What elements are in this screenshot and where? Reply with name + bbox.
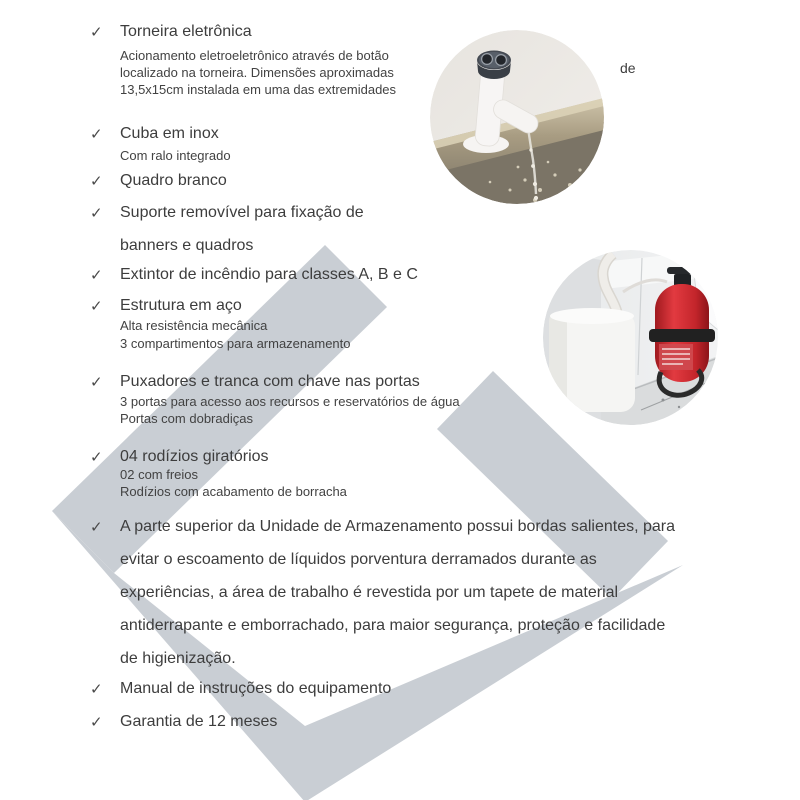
list-item-text: A parte superior da Unidade de Armazenamento possui bordas salientes, para	[120, 518, 676, 535]
list-item-continuation	[120, 583, 618, 603]
list-item	[90, 124, 219, 144]
list-item-detail	[120, 65, 394, 81]
list-item-detail	[120, 336, 351, 352]
check-icon: ✓	[90, 267, 103, 284]
list-item	[90, 712, 278, 732]
list-item-detail	[120, 394, 460, 410]
check-icon: ✓	[90, 714, 103, 731]
list-item-text: Alta resistência mecânica	[120, 318, 268, 333]
list-item	[90, 296, 242, 316]
list-item-continuation	[120, 649, 236, 669]
list-item-text: Torneira eletrônica	[120, 23, 252, 40]
check-icon: ✓	[90, 298, 103, 315]
list-item-text: Acionamento eletroeletrônico através de botão	[120, 48, 389, 63]
list-item-detail	[120, 467, 198, 483]
list-item-continuation	[120, 616, 665, 636]
list-item-text: Estrutura em aço	[120, 297, 242, 314]
list-item-text: 3 portas para acesso aos recursos e reservatórios de água	[120, 394, 460, 409]
list-item-continuation	[120, 236, 253, 256]
check-icon: ✓	[90, 374, 103, 391]
list-item-text: 13,5x15cm instalada em uma das extremidades	[120, 82, 397, 97]
list-item-text: evitar o escoamento de líquidos porventura derramados durante as	[120, 551, 597, 568]
list-item-text: Manual de instruções do equipamento	[120, 680, 392, 697]
list-item-text: localizado na torneira. Dimensões aproximadas	[120, 65, 394, 80]
list-item-text: banners e quadros	[120, 237, 254, 254]
list-item	[90, 265, 418, 285]
list-item	[90, 22, 252, 42]
stray-text-de: de	[620, 60, 636, 76]
check-icon: ✓	[90, 681, 103, 698]
list-item-text: Puxadores e tranca com chave nas portas	[120, 373, 420, 390]
list-item-text: Garantia de 12 meses	[120, 713, 278, 730]
check-icon: ✓	[90, 519, 103, 536]
list-item	[90, 171, 227, 191]
list-item-detail	[120, 148, 231, 164]
list-item-continuation	[120, 550, 597, 570]
list-item-text: Rodízios com acabamento de borracha	[120, 484, 347, 499]
check-icon: ✓	[90, 173, 103, 190]
list-item-text: antiderrapante e emborrachado, para maior segurança, proteção e facilidade	[120, 617, 666, 634]
list-item-detail	[120, 82, 396, 98]
list-item	[90, 203, 364, 223]
check-icon: ✓	[90, 126, 103, 143]
check-icon: ✓	[90, 449, 103, 466]
list-item-detail	[120, 411, 253, 427]
list-item-text: 3 compartimentos para armazenamento	[120, 336, 351, 351]
list-item-text: Suporte removível para fixação de	[120, 204, 364, 221]
list-item-text: Quadro branco	[120, 172, 227, 189]
list-item-text: experiências, a área de trabalho é revestida por um tapete de material	[120, 584, 619, 601]
list-item-text: de higienização.	[120, 650, 236, 667]
list-item	[90, 447, 269, 467]
check-icon: ✓	[90, 24, 103, 41]
list-item-detail	[120, 484, 347, 500]
list-item	[90, 679, 392, 699]
list-item-detail	[120, 318, 267, 334]
list-item-text: Extintor de incêndio para classes A, B e C	[120, 266, 418, 283]
list-item-text: Portas com dobradiças	[120, 411, 253, 426]
list-item	[90, 372, 420, 392]
list-item-text: Cuba em inox	[120, 125, 219, 142]
list-item	[90, 517, 676, 537]
list-item-text: 02 com freios	[120, 467, 199, 482]
check-icon: ✓	[90, 205, 103, 222]
list-item-text: 04 rodízios giratórios	[120, 448, 269, 465]
list-item-text: Com ralo integrado	[120, 148, 231, 163]
list-item-detail	[120, 48, 389, 64]
